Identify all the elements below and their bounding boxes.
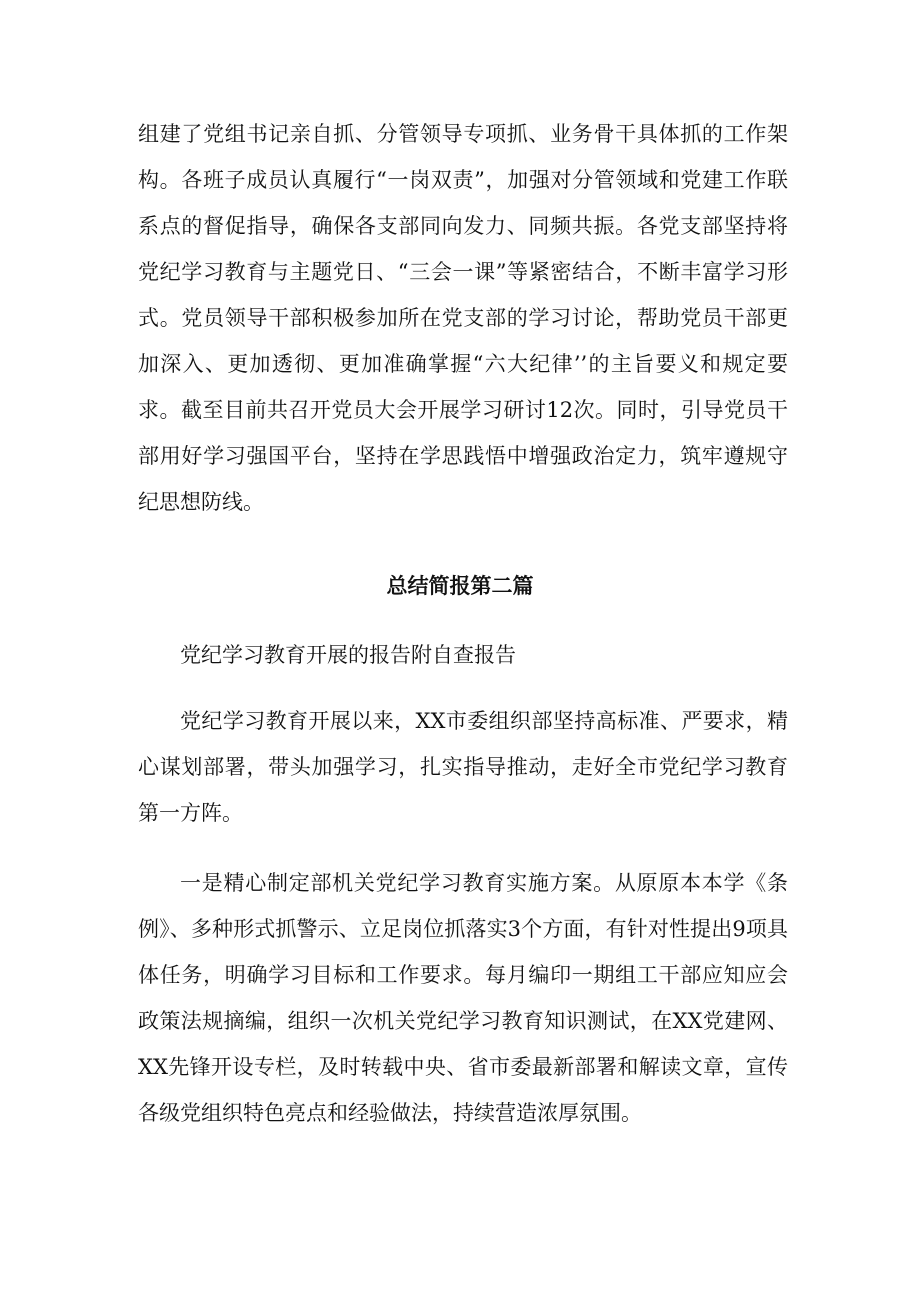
paragraph-2: 党纪学习教育开展以来，XX市委组织部坚持高标准、严要求，精心谋划部署，带头加强学习，扎实指导推动，走好全市党纪学习教育第一方阵。 [138,709,788,825]
paragraph-1: 组建了党组书记亲自抓、分管领导专项抓、业务骨干具体抓的工作架构。各班子成员认真履行“一岗双责”，加强对分管领域和党建工作联系点的督促指导，确保各支部同向发力、同频共振。各党支部坚持将党纪学习教育与主题党日、“三会一课”等紧密结合，不断丰富学习形式。党员领导干部积极参加所在党支部的学习讨论，帮助党员干部更加深入、更加透彻、更加准确掌握“六大纪律’’的主旨要义和规定要求。截至目前共召开党员大会开展学习研讨12次。同时，引导党员干部用好学习强国平台，坚持在学思践悟中增强政治定力，筑牢遵规守纪思想防线。 [138,122,788,514]
section-subtitle: 党纪学习教育开展的报告附自查报告 [180,643,516,667]
section-heading: 总结简报第二篇 [386,573,534,598]
paragraph-3: 一是精心制定部机关党纪学习教育实施方案。从原原本本学《条例》、多种形式抓警示、立足岗位抓落实3个方面，有针对性提出9项具体任务，明确学习目标和工作要求。每月编印一期组工干部应知应会政策法规摘编，组织一次机关党纪学习教育知识测试，在XX党建网、XX先锋开设专栏，及时转载中央、省市委最新部署和解读文章，宣传各级党组织特色亮点和经验做法，持续营造浓厚氛围。 [138,871,788,1125]
